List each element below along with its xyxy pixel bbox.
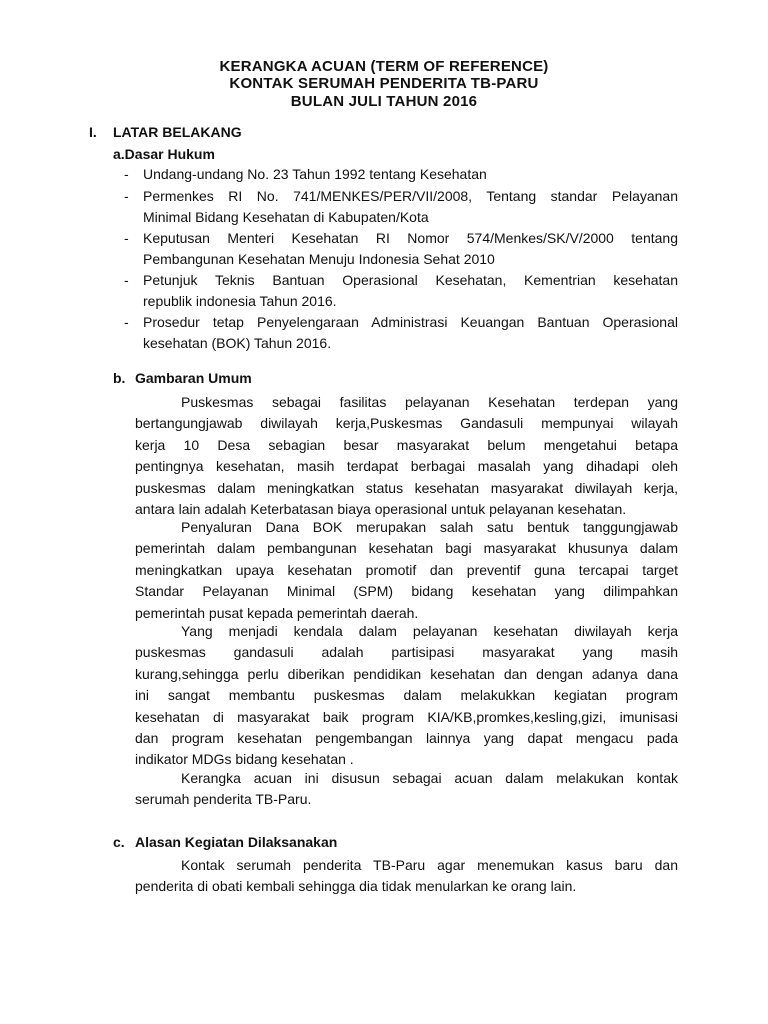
paragraph-line: indikator MDGs bidang kesehatan .	[135, 751, 354, 768]
paragraph-line: pemerintah pusat kepada pemerintah daerah.	[135, 604, 419, 621]
document-title-line-3: BULAN JULI TAHUN 2016	[290, 93, 478, 110]
legal-basis-item-line: Minimal Bidang Kesehatan di Kabupaten/Kota	[143, 209, 429, 225]
list-bullet: -	[124, 314, 129, 330]
legal-basis-item-line: Keputusan Menteri Kesehatan RI Nomor 574/Menkes/SK/V/2000 tentang	[143, 230, 678, 246]
subsection-b-label: b.	[113, 370, 126, 386]
paragraph-line: puskesmas gandasuli adalah partisipasi masyarakat yang masih	[135, 644, 678, 661]
list-bullet: -	[124, 166, 129, 182]
subsection-c-label: c.	[113, 834, 125, 850]
subsection-c-heading: Alasan Kegiatan Dilaksanakan	[135, 834, 338, 850]
paragraph-line: Yang menjadi kendala dalam pelayanan kesehatan diwilayah kerja	[181, 623, 678, 639]
subsection-b-heading: Gambaran Umum	[135, 370, 252, 386]
list-bullet: -	[124, 272, 129, 288]
legal-basis-item-line: Undang-undang No. 23 Tahun 1992 tentang Kesehatan	[143, 166, 487, 182]
list-bullet: -	[124, 230, 129, 246]
document-title-line-2: KONTAK SERUMAH PENDERITA TB-PARU	[229, 75, 539, 92]
paragraph-line: kerja 10 Desa sebagian besar masyarakat belum mengetahui betapa	[135, 436, 678, 453]
list-bullet: -	[124, 188, 129, 204]
paragraph-line: pentingnya kesehatan, masih terdapat berbagai masalah yang dihadapi oleh	[135, 458, 678, 475]
section-number: I.	[89, 124, 97, 140]
paragraph-line: Penyaluran Dana BOK merupakan salah satu bentuk tanggungjawab	[181, 519, 678, 535]
paragraph-line: Kerangka acuan ini disusun sebagai acuan dalam melakukan kontak	[181, 770, 678, 786]
paragraph-line: pemerintah dalam pembangunan kesehatan bagi masyarakat khusunya dalam	[135, 540, 678, 557]
subsection-a-heading: a.Dasar Hukum	[113, 146, 215, 162]
paragraph-line: penderita di obati kembali sehingga dia tidak menularkan ke orang lain.	[135, 878, 577, 895]
paragraph-line: Kontak serumah penderita TB-Paru agar menemukan kasus baru dan	[181, 857, 678, 873]
paragraph-line: ini sangat membantu puskesmas dalam melakukkan kegiatan program	[135, 687, 678, 704]
legal-basis-item-line: Petunjuk Teknis Bantuan Operasional Kesehatan, Kementrian kesehatan	[143, 272, 678, 288]
paragraph-line: dan program kesehatan pengembangan lainnya yang dapat mengacu pada	[135, 730, 678, 746]
paragraph-line: kurang,sehingga perlu diberikan pendidikan kesehatan dan dengan adanya dana	[135, 665, 678, 682]
paragraph-line: serumah penderita TB-Paru.	[135, 791, 312, 808]
legal-basis-item-line: republik indonesia Tahun 2016.	[143, 293, 337, 309]
legal-basis-item-line: Permenkes RI No. 741/MENKES/PER/VII/2008, Tentang standar Pelayanan	[143, 188, 678, 204]
legal-basis-item-line: kesehatan (BOK) Tahun 2016.	[143, 335, 332, 351]
paragraph-line: Standar Pelayanan Minimal (SPM) bidang kesehatan yang dilimpahkan	[135, 583, 678, 600]
legal-basis-item-line: Pembangunan Kesehatan Menuju Indonesia Sehat 2010	[143, 251, 495, 267]
document-title-line-1: KERANGKA ACUAN (TERM OF REFERENCE)	[219, 58, 549, 75]
paragraph-line: antara lain adalah Keterbatasan biaya operasional untuk pelayanan kesehatan.	[135, 501, 627, 517]
paragraph-line: kesehatan di masyarakat baik program KIA/KB,promkes,kesling,gizi, imunisasi	[135, 708, 678, 725]
paragraph-line: meningkatkan upaya kesehatan promotif dan preventif guna tercapai target	[135, 561, 678, 578]
paragraph-line: puskesmas dalam meningkatkan status kesehatan masyarakat diwilayah kerja,	[135, 479, 678, 496]
paragraph-line: Puskesmas sebagai fasilitas pelayanan Kesehatan terdepan yang	[181, 394, 678, 410]
section-heading: LATAR BELAKANG	[113, 124, 242, 140]
legal-basis-item-line: Prosedur tetap Penyelengaraan Administrasi Keuangan Bantuan Operasional	[143, 314, 678, 330]
paragraph-line: bertangungjawab diwilayah kerja,Puskesmas Gandasuli mempunyai wilayah	[135, 415, 678, 432]
